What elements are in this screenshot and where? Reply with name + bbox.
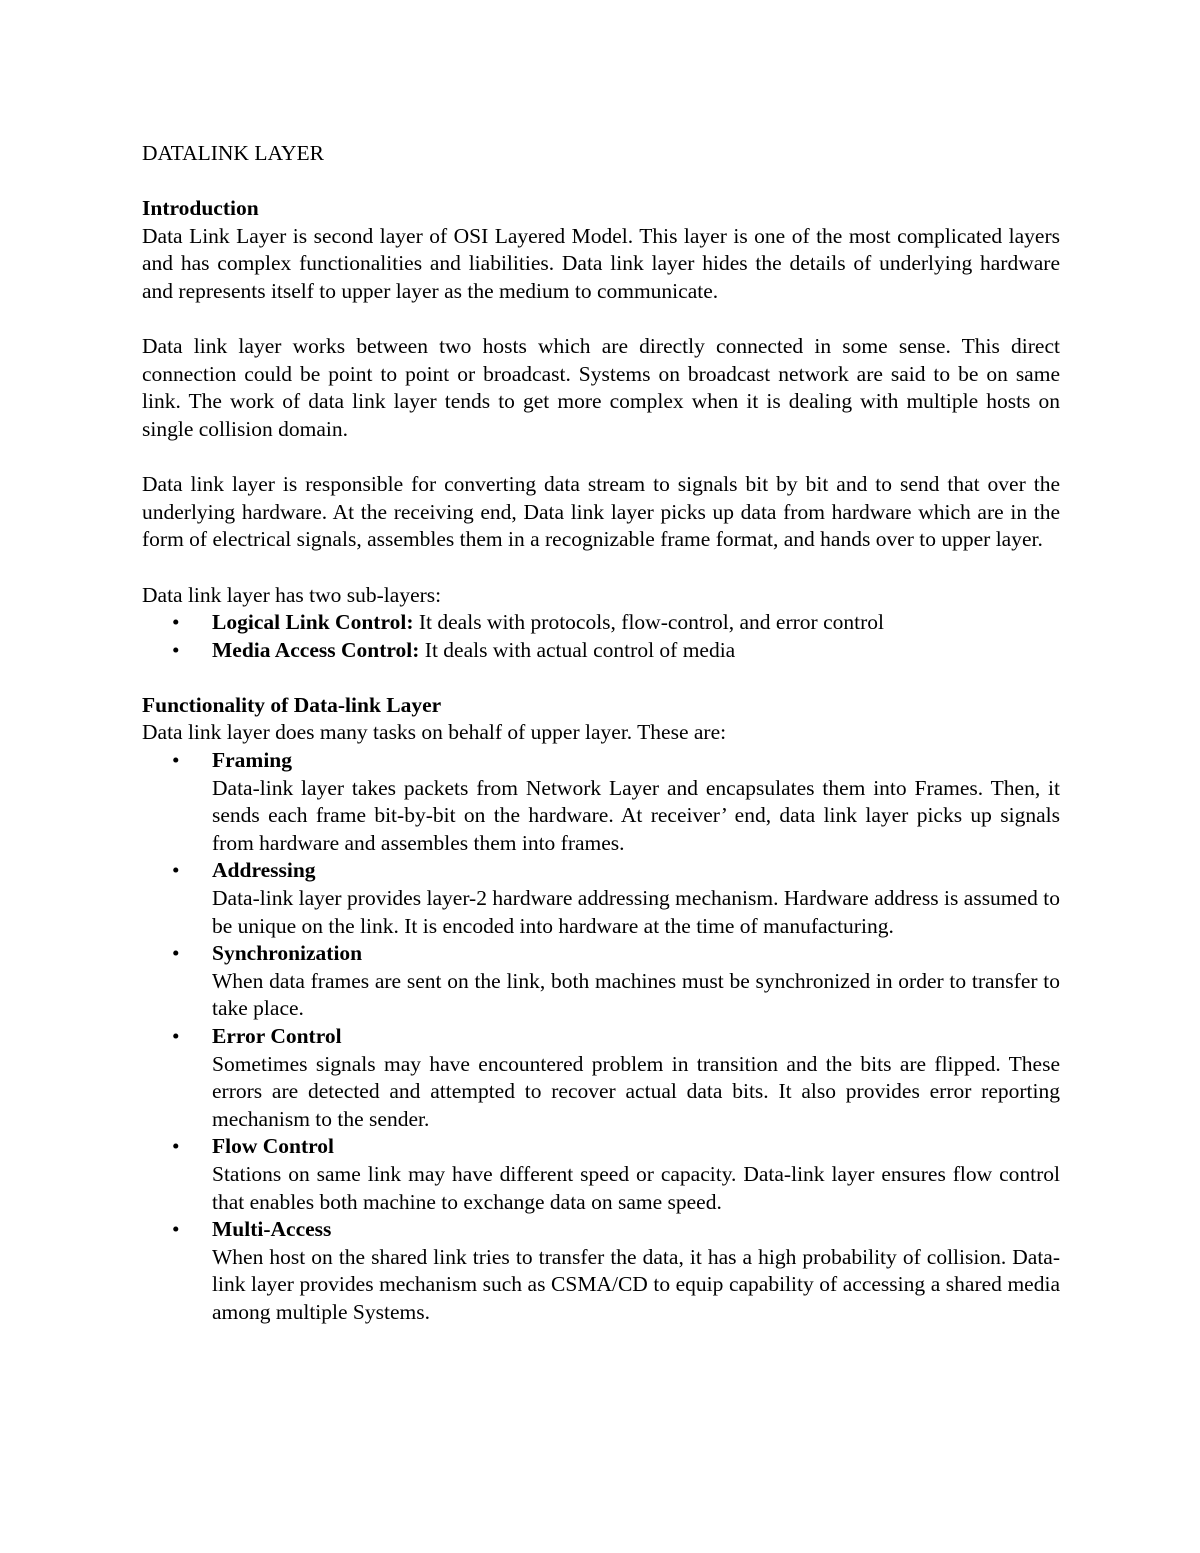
sublayers-intro: Data link layer has two sub-layers: [142,582,442,607]
list-item [142,940,1060,1023]
list-item [142,637,1060,665]
functionality-intro: Data link layer does many tasks on behalf of upper layer. These are: [142,720,727,745]
function-term: Error Control [212,1024,342,1048]
list-item [142,857,1060,940]
function-description: Sometimes signals may have encountered problem in transition and the bits are flipped. These errors are detected and attempted to recover actual data bits. It also provides error reporting mechanism to the sender. [212,1051,1060,1131]
function-term: Framing [212,748,293,773]
list-item [142,609,1060,637]
list-item [142,1216,1060,1326]
list-item [142,1133,1060,1216]
sublayer-term: Media Access Control: [212,637,420,662]
list-item [142,747,1060,857]
intro-paragraph-3: Data link layer is responsible for converting data stream to signals bit by bit and to send that over the underlying hardware. At the receiving end, Data link layer picks up data from hardware which are in the form of electrical signals, assembles them in a recognizable frame format, and hands over to upper layer. [142,472,1060,552]
function-term: Flow Control [212,1134,335,1159]
functionality-list [142,747,1060,1326]
sublayer-text: It deals with actual control of media [419,637,736,662]
function-description: When data frames are sent on the link, both machines must be synchronized in order to transfer to take place. [212,968,1060,1021]
function-term: Multi-Access [212,1217,332,1242]
intro-heading: Introduction [142,196,259,221]
document-page [142,140,1060,1327]
intro-paragraph-2: Data link layer works between two hosts which are directly connected in some sense. This direct connection could be point to point or broadcast. Systems on broadcast network are said to be on same link. The work of data link layer tends to get more complex when it is dealing with multiple hosts on single collision domain. [142,334,1060,441]
sublayers-list [142,609,1060,664]
function-term: Addressing [212,858,316,883]
sublayer-text: It deals with protocols, flow-control, and error control [413,610,884,635]
sublayer-term: Logical Link Control: [212,610,414,635]
intro-paragraph-1: Data Link Layer is second layer of OSI Layered Model. This layer is one of the most complicated layers and has complex functionalities and liabilities. Data link layer hides the details of underlying hardware and represents itself to upper layer as the medium to communicate. [142,223,1060,303]
function-description: Data-link layer provides layer-2 hardware addressing mechanism. Hardware address is assumed to be unique on the link. It is encoded into hardware at the time of manufacturing. [212,886,1060,938]
function-description: Stations on same link may have different speed or capacity. Data-link layer ensures flow control that enables both machine to exchange data on same speed. [212,1161,1060,1214]
function-description: When host on the shared link tries to transfer the data, it has a high probability of collision. Data-link layer provides mechanism such as CSMA/CD to equip capability of accessing a shared media among multiple Systems. [212,1244,1060,1324]
list-item [142,1023,1060,1133]
functionality-heading: Functionality of Data-link Layer [142,692,442,717]
function-description: Data-link layer takes packets from Network Layer and encapsulates them into Frames. Then, it sends each frame bit-by-bit on the hardware. At receiver’ end, data link layer picks up signals from hardware and assembles them into frames. [212,775,1060,855]
page-title: DATALINK LAYER [142,141,325,165]
function-term: Synchronization [212,941,363,966]
